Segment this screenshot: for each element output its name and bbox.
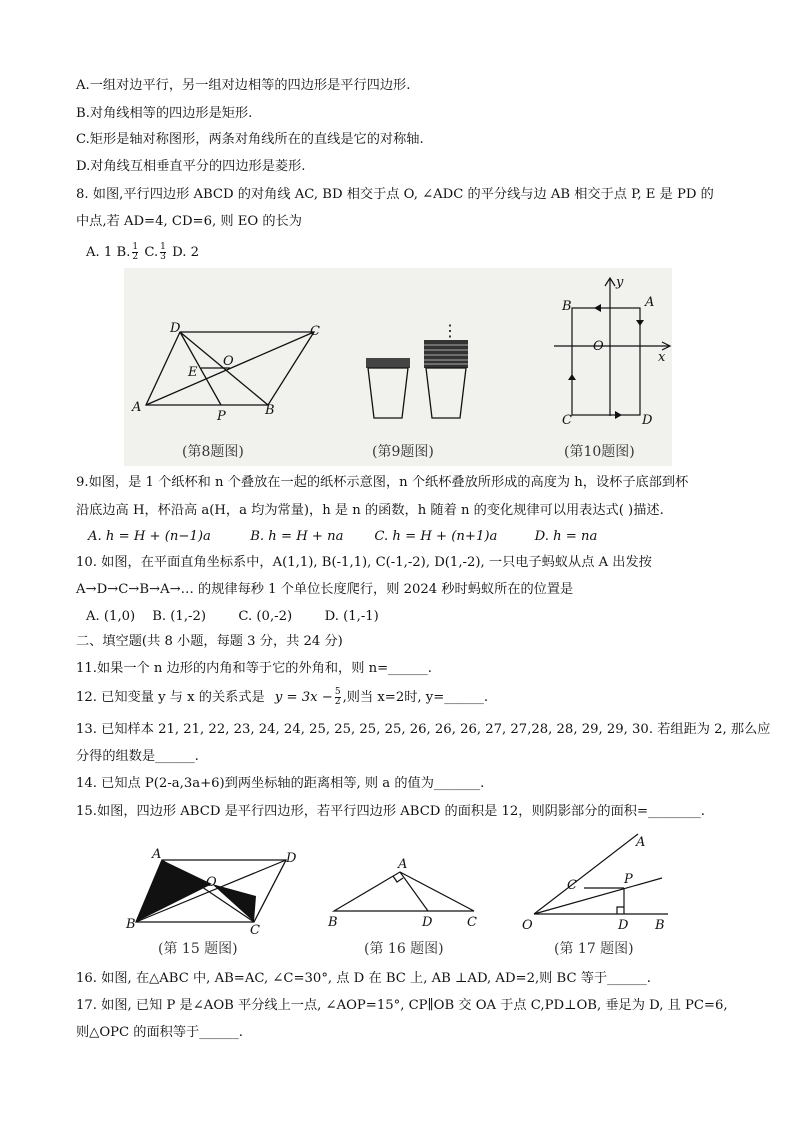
- fig17-caption: (第 17 题图): [554, 941, 634, 957]
- q9-choices: [88, 528, 597, 546]
- q14: 14. 已知点 P(2-a,3a+6)到两坐标轴的距离相等, 则 a 的值为_______.: [76, 776, 485, 791]
- q10-choice-d: D. (1,-1): [324, 609, 379, 624]
- fig8-label-o: O: [223, 354, 234, 369]
- fig10-label-y: y: [616, 275, 624, 290]
- figures-15-16-17: [124, 828, 684, 964]
- q10-stem-line2: A→D→C→B→A→… 的规律每秒 1 个单位长度爬行，则 2024 秒时蚂蚁所在的位置是: [76, 582, 574, 597]
- fig16-caption: (第 16 题图): [364, 941, 444, 957]
- fig10-label-d: D: [642, 413, 653, 428]
- q10-choice-c: C. (0,-2): [238, 609, 293, 624]
- q16: 16. 如图, 在△ABC 中, AB=AC, ∠C=30°, 点 D 在 BC 上, AB ⊥AD, AD=2,则 BC 等于______.: [76, 971, 651, 986]
- q8-choice-a: A. 1: [86, 245, 113, 260]
- fig17-label-c: C: [567, 878, 577, 893]
- fig10-label-a: A: [645, 295, 655, 310]
- fig16-triangle: [334, 872, 474, 911]
- q13-line2: 分得的组数是______.: [76, 749, 199, 764]
- fig8-label-a: A: [132, 400, 142, 415]
- q9-choice-b: B. h = H + na: [250, 529, 344, 544]
- fig10-label-b: B: [562, 299, 572, 314]
- fig17-label-d: D: [618, 918, 629, 933]
- q8-choices: [86, 243, 199, 262]
- fig17-label-b: B: [655, 918, 665, 933]
- fig8-caption: (第8题图): [182, 444, 244, 460]
- q8-choice-b: B. $\frac{1}{2}$: [116, 242, 139, 262]
- q10-stem-line1: 10. 如图，在平面直角坐标系中，A(1,1), B(-1,1), C(-1,-2), D(1,-2), 一只电子蚂蚁从点 A 出发按: [76, 555, 652, 570]
- fig16-label-d: D: [422, 915, 433, 930]
- section-2-heading: 二、填空题(共 8 小题，每题 3 分，共 24 分): [76, 634, 343, 649]
- q9-stem-line1: 9.如图，是 1 个纸杯和 n 个叠放在一起的纸杯示意图，n 个纸杯叠放所形成的高度为 h，设杯子底部到杯: [76, 475, 689, 490]
- fig16-label-c: C: [467, 915, 477, 930]
- fig17-label-o: O: [522, 918, 533, 933]
- fig15-label-d: D: [286, 851, 297, 866]
- fig15-parallelogram: [136, 860, 286, 922]
- q10-choice-a: A. (1,0): [86, 609, 136, 624]
- fig10-label-x: x: [658, 350, 666, 365]
- q8-choice-b-fraction: $\frac{1}{2}$: [132, 242, 139, 262]
- q9-choice-a: A. h = H + (n−1)a: [88, 529, 211, 544]
- q8-choice-d: D. 2: [172, 245, 199, 260]
- q9-choice-c: C. h = H + (n+1)a: [374, 529, 498, 544]
- q7-option-b: B.对角线相等的四边形是矩形.: [76, 106, 253, 121]
- fig8-label-e: E: [188, 365, 198, 380]
- fig10-caption: (第10题图): [564, 444, 635, 460]
- fig9-caption: (第9题图): [372, 444, 434, 460]
- q13-line1: 13. 已知样本 21, 21, 22, 23, 24, 24, 25, 25, 25, 25, 26, 26, 26, 27, 27,28, 28, 29, 29, 30. 若组距为 2, 那么应: [76, 722, 771, 737]
- q10-choices: [86, 608, 379, 626]
- q8-stem-line1: 8. 如图,平行四边形 ABCD 的对角线 AC, BD 相交于点 O, ∠ADC 的平分线与边 AB 相交于点 P, E 是 PD 的: [76, 187, 714, 202]
- fig17-angle: [534, 834, 668, 914]
- fig8-label-b: B: [265, 403, 275, 418]
- q7-option-c: C.矩形是轴对称图形，两条对角线所在的直线是它的对称轴.: [76, 132, 424, 147]
- fig8-label-c: C: [310, 324, 320, 339]
- q12-formula: y = 3x − $\frac{5}{2}$: [274, 687, 341, 707]
- fig10-label-c: C: [562, 413, 572, 428]
- q7-option-a: A.一组对边平行，另一组对边相等的四边形是平行四边形.: [76, 78, 411, 93]
- q8-choice-c: C. $\frac{1}{3}$: [144, 242, 166, 262]
- fig15-label-o: O: [206, 875, 217, 890]
- fig8-label-d: D: [170, 321, 181, 336]
- q10-choice-b: B. (1,-2): [152, 609, 206, 624]
- q15: 15.如图，四边形 ABCD 是平行四边形，若平行四边形 ABCD 的面积是 12，则阴影部分的面积=________.: [76, 804, 705, 819]
- fig15-label-b: B: [126, 917, 136, 932]
- fig15-label-a: A: [152, 847, 162, 862]
- fig8-label-p: P: [217, 409, 226, 424]
- q9-choice-d: D. h = na: [534, 529, 598, 544]
- q11: 11.如果一个 n 边形的内角和等于它的外角和，则 n=______.: [76, 661, 432, 676]
- q8-choice-c-fraction: $\frac{1}{3}$: [160, 242, 166, 262]
- fig10-label-o: O: [593, 339, 604, 354]
- q12: 12. 已知变量 y 与 x 的关系式是 y = 3x − $\frac{5}{2}$ ,则当 x=2时, y=______.: [76, 687, 489, 707]
- fig17-label-p: P: [624, 872, 633, 887]
- q17-line2: 则△OPC 的面积等于______.: [76, 1025, 243, 1040]
- figures-8-9-10: [124, 268, 672, 466]
- q8-stem-line2: 中点,若 AD=4, CD=6, 则 EO 的长为: [76, 214, 302, 229]
- fig17-label-a: A: [636, 835, 646, 850]
- fig16-label-a: A: [398, 857, 408, 872]
- q17-line1: 17. 如图, 已知 P 是∠AOB 平分线上一点, ∠AOP=15°, CP∥OB 交 OA 于点 C,PD⊥OB, 垂足为 D, 且 PC=6,: [76, 998, 728, 1013]
- q7-option-d: D.对角线互相垂直平分的四边形是菱形.: [76, 159, 306, 174]
- q9-stem-line2: 沿底边高 H，杯沿高 a(H，a 均为常量)，h 是 n 的函数，h 随着 n 的变化规律可以用表达式( )描述.: [76, 503, 664, 518]
- fig9-ellipsis: ⋮: [442, 321, 458, 340]
- fig15-label-c: C: [250, 923, 260, 938]
- fig16-label-b: B: [328, 915, 338, 930]
- fig15-caption: (第 15 题图): [158, 941, 238, 957]
